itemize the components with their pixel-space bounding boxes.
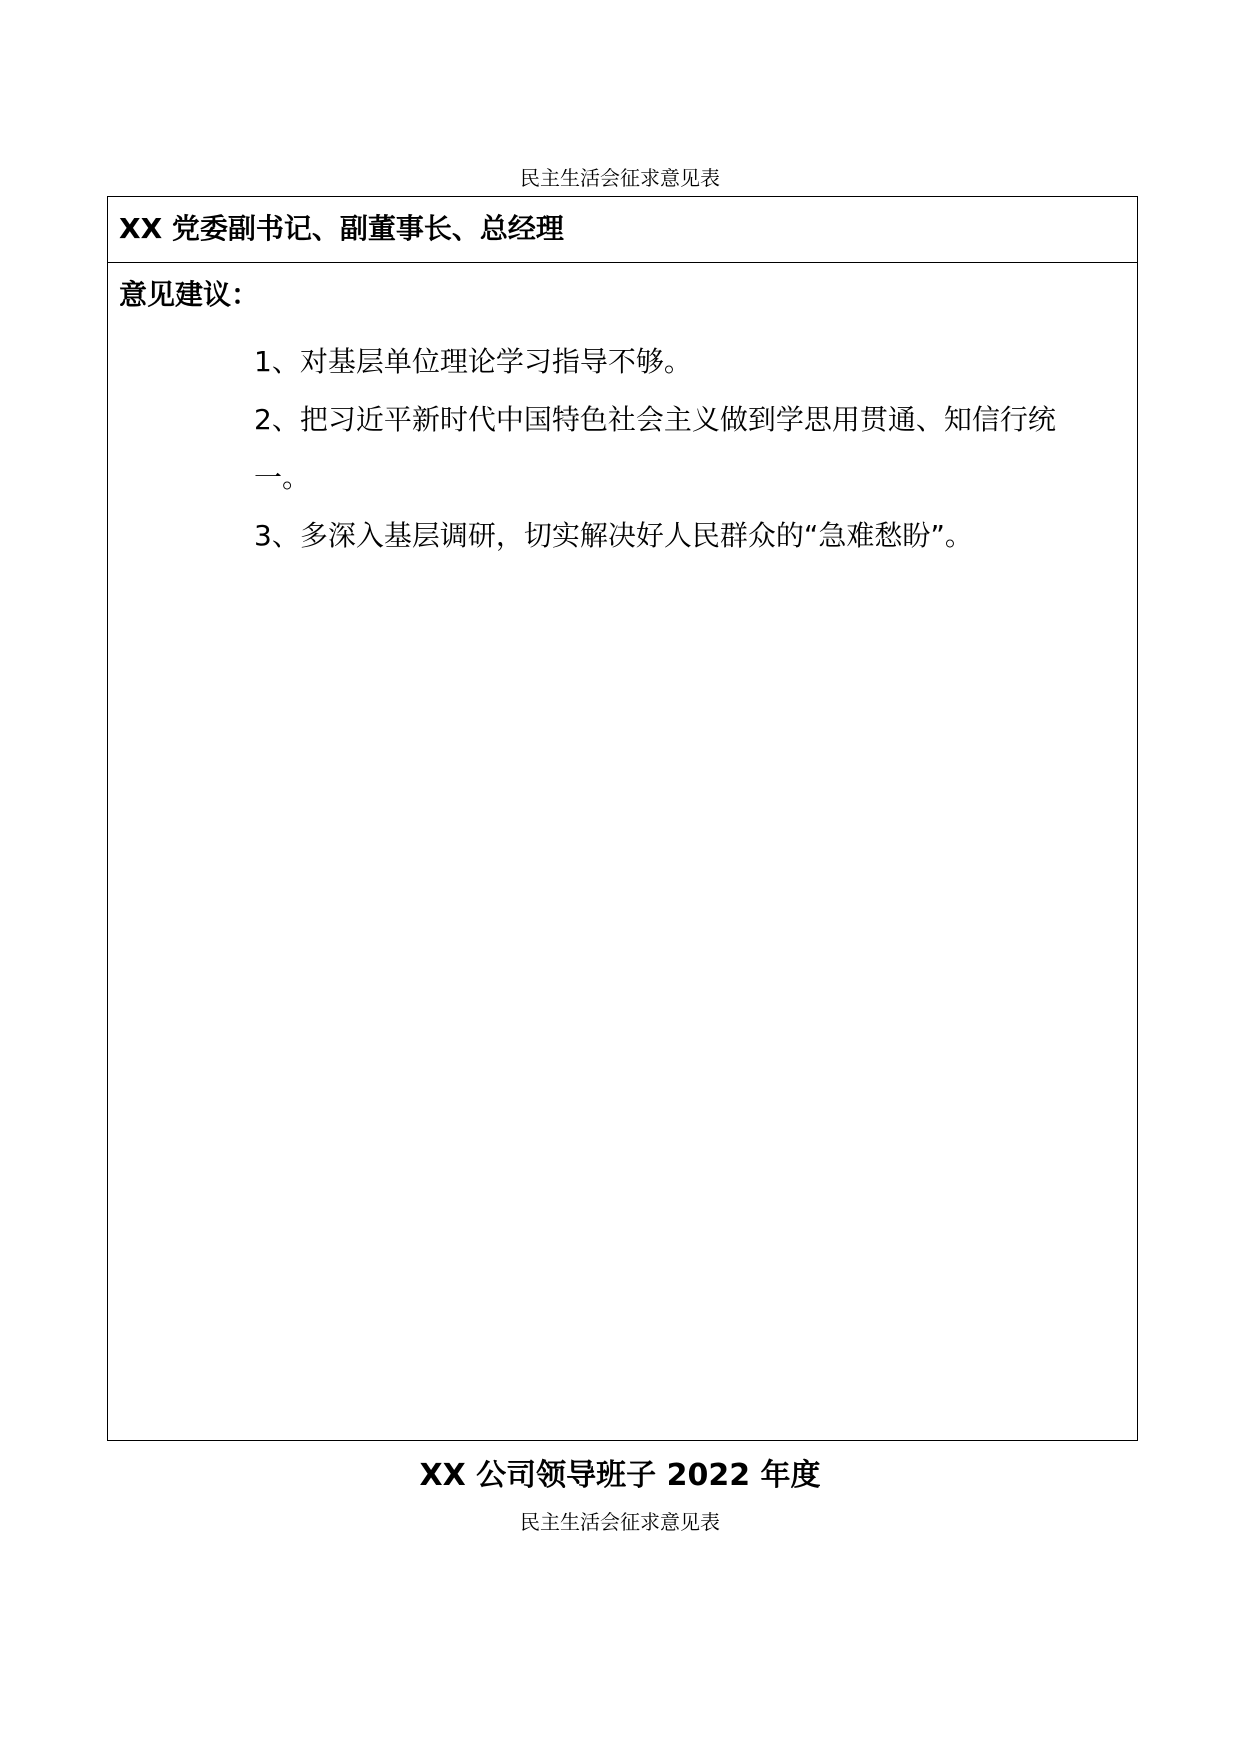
person-row [108, 197, 1137, 263]
opinion-item-2: 2、把习近平新时代中国特色社会主义做到学思用贯通、知信行统 [254, 403, 1056, 436]
page-header-form-title: 民主生活会征求意见表 [520, 166, 720, 190]
opinion-label: 意见建议： [119, 278, 260, 311]
footer-title: XX 公司领导班子 2022 年度 [419, 1458, 821, 1493]
opinion-form-table [107, 196, 1138, 1441]
opinion-item-2-continued: 一。 [254, 461, 311, 494]
opinion-item-1: 1、对基层单位理论学习指导不够。 [254, 345, 692, 378]
footer-subtitle: 民主生活会征求意见表 [520, 1510, 720, 1534]
opinion-item-3: 3、多深入基层调研，切实解决好人民群众的“急难愁盼”。 [254, 519, 973, 552]
person-title: XX 党委副书记、副董事长、总经理 [119, 212, 564, 245]
